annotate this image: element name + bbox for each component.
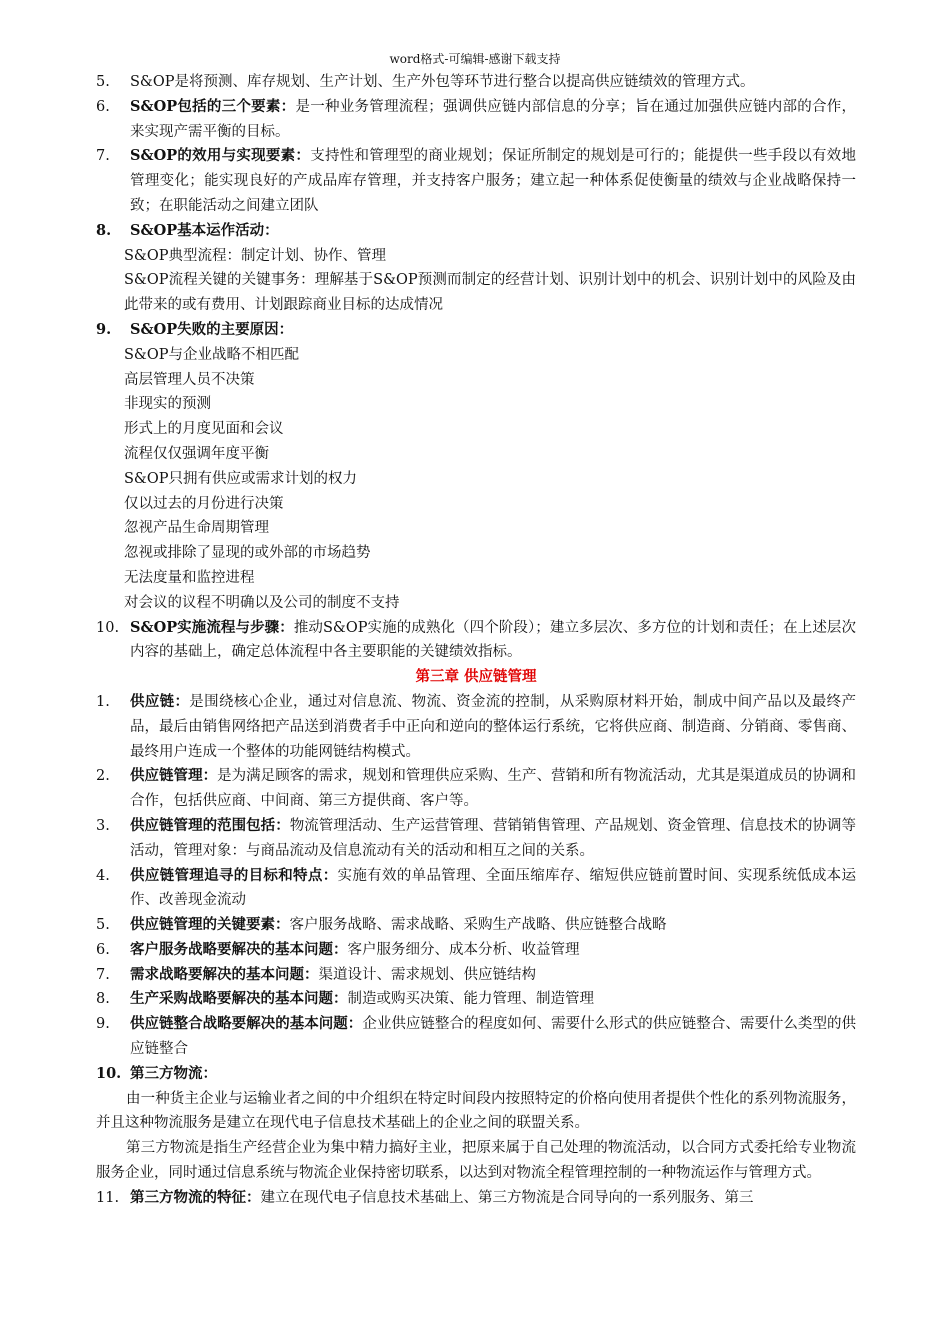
reason-item: S&OP与企业战略不相匹配 — [124, 346, 299, 363]
item-term: S&OP的效用与实现要素： — [130, 147, 311, 165]
item-text: 是为满足顾客的需求，规划和管理供应采购、生产、营销和所有物流活动，尤其是渠道成员的协调和合作，包括供应商、中间商、第三方提供商、客户等。 — [130, 768, 856, 810]
item-term: 客户服务战略要解决的基本问题： — [130, 940, 348, 958]
item-number: 9. — [96, 1016, 110, 1033]
reason-item: 无法度量和监控进程 — [124, 569, 255, 586]
item-text: 客户服务战略、需求战略、采购生产战略、供应链整合战略 — [289, 917, 667, 934]
reason-item: S&OP只拥有供应或需求计划的权力 — [124, 470, 357, 487]
item-term: 供应链管理： — [130, 767, 218, 785]
item-term: 供应链： — [130, 692, 190, 710]
reason-item: 忽视或排除了显现的或外部的市场趋势 — [124, 545, 371, 562]
item-term: 供应链管理的关键要素： — [130, 916, 290, 934]
list-item — [96, 219, 856, 244]
reason-item: 非现实的预测 — [124, 396, 211, 413]
list-item — [96, 938, 856, 963]
item-number: 6. — [96, 98, 110, 115]
chapter-title: 第三章 供应链管理 — [415, 668, 537, 686]
list-item — [96, 814, 856, 864]
list-item — [96, 913, 856, 938]
item-number: 5. — [96, 917, 110, 934]
document-body — [96, 70, 856, 1211]
item-number: 9. — [96, 320, 112, 338]
item-number: 7. — [96, 148, 110, 165]
page-header: word格式-可编辑-感谢下载支持 — [389, 52, 561, 66]
item-term: 第三方物流的特征： — [130, 1188, 261, 1206]
reason-item: 流程仅仅强调年度平衡 — [124, 445, 269, 462]
item-text: 实施有效的单品管理、全面压缩库存、缩短供应链前置时间、实现系统低成本运作、改善现金流动 — [130, 867, 857, 909]
item-term: 生产采购战略要解决的基本问题： — [130, 990, 348, 1008]
reason-list — [96, 343, 856, 616]
item-text: 制造或购买决策、能力管理、制造管理 — [347, 991, 594, 1008]
item-term: 供应链管理追寻的目标和特点： — [130, 866, 338, 884]
item-number: 2. — [96, 768, 110, 785]
list-item — [96, 1012, 856, 1062]
list-item — [96, 690, 856, 764]
item-term: 供应链管理的范围包括： — [130, 816, 290, 834]
item-term: S&OP基本运作活动： — [130, 221, 279, 239]
list-item — [96, 987, 856, 1012]
item-number: 7. — [96, 966, 110, 983]
reason-item: 对会议的议程不明确以及公司的制度不支持 — [124, 594, 400, 611]
item-number: 1. — [96, 693, 110, 710]
item-number: 8. — [96, 221, 112, 239]
item-text: 客户服务细分、成本分析、收益管理 — [347, 941, 580, 958]
list-item — [96, 764, 856, 814]
list-item — [96, 95, 856, 145]
list-item — [96, 1186, 856, 1211]
list-item — [96, 963, 856, 988]
item-term: 供应链整合战略要解决的基本问题： — [130, 1015, 363, 1033]
item-number: 8. — [96, 991, 110, 1008]
item-term: S&OP实施流程与步骤： — [130, 618, 294, 636]
item-term: S&OP失败的主要原因： — [130, 320, 294, 338]
item-number: 5. — [96, 74, 110, 90]
item-term: 需求战略要解决的基本问题： — [130, 965, 319, 983]
item-text: 物流管理活动、生产运营管理、营销销售管理、产品规划、资金管理、信息技术的协调等活动，管理对象：与商品流动及信息流动有关的活动和相互之间的关系。 — [130, 817, 857, 859]
item-term: S&OP包括的三个要素： — [130, 97, 296, 115]
list-item — [96, 70, 856, 95]
item-number: 11. — [96, 1189, 120, 1206]
item-number: 3. — [96, 817, 110, 834]
item-text: 企业供应链整合的程度如何、需要什么形式的供应链整合、需要什么类型的供应链整合 — [130, 1016, 856, 1058]
list-item — [96, 1062, 856, 1087]
list-item — [96, 144, 856, 218]
paragraph: 第三方物流是指生产经营企业为集中精力搞好主业，把原来属于自己处理的物流活动，以合同方式委托给专业物流服务企业，同时通过信息系统与物流企业保持密切联系，以达到对物流全程管理控制的一种物流运作与管理方式。 — [96, 1140, 856, 1182]
item-term: 第三方物流： — [130, 1064, 217, 1082]
item-text: 是一种业务管理流程；强调供应链内部信息的分享；旨在通过加强供应链内部的合作，来实现产需平衡的目标。 — [130, 98, 856, 140]
reason-item: 仅以过去的月份进行决策 — [124, 495, 284, 512]
list-item — [96, 616, 856, 666]
item-line: S&OP流程关键的关键事务：理解基于S&OP预测而制定的经营计划、识别计划中的机会、识别计划中的风险及由此带来的或有费用、计划跟踪商业目标的达成情况 — [124, 272, 856, 314]
item-text: S&OP是将预测、库存规划、生产计划、生产外包等环节进行整合以提高供应链绩效的管理方式。 — [130, 74, 755, 90]
item-text: 推动S&OP实施的成熟化（四个阶段）；建立多层次、多方位的计划和责任；在上述层次内容的基础上，确定总体流程中各主要职能的关键绩效指标。 — [130, 619, 856, 661]
list-item — [96, 318, 856, 343]
paragraph: 由一种货主企业与运输业者之间的中介组织在特定时间段内按照特定的价格向使用者提供个性化的系列物流服务，并且这种物流服务是建立在现代电子信息技术基础上的企业之间的联盟关系。 — [96, 1090, 856, 1132]
reason-item: 忽视产品生命周期管理 — [124, 520, 269, 537]
item-text: 支持性和管理型的商业规划；保证所制定的规划是可行的；能提供一些手段以有效地管理变化；能实现良好的产成品库存管理，并支持客户服务；建立起一种体系促使衡量的绩效与企业战略保持一致；在职能活动之间建立团队 — [130, 148, 856, 214]
reason-item: 高层管理人员不决策 — [124, 371, 255, 388]
item-number: 4. — [96, 867, 110, 884]
item-number: 10. — [96, 619, 120, 636]
item-line: S&OP典型流程：制定计划、协作、管理 — [124, 247, 386, 264]
list-item — [96, 864, 856, 914]
item-text: 渠道设计、需求规划、供应链结构 — [318, 966, 536, 983]
reason-item: 形式上的月度见面和会议 — [124, 421, 284, 438]
item-number: 6. — [96, 941, 110, 958]
item-text: 建立在现代电子信息技术基础上、第三方物流是合同导向的一系列服务、第三 — [260, 1189, 754, 1206]
item-number: 10. — [96, 1064, 122, 1082]
item-text: 是围绕核心企业，通过对信息流、物流、资金流的控制，从采购原材料开始，制成中间产品以及最终产品，最后由销售网络把产品送到消费者手中正向和逆向的整体运行系统，它将供应商、制造商、分销商、零售商、最终用户连成一个整体的功能网链结构模式。 — [130, 693, 857, 760]
